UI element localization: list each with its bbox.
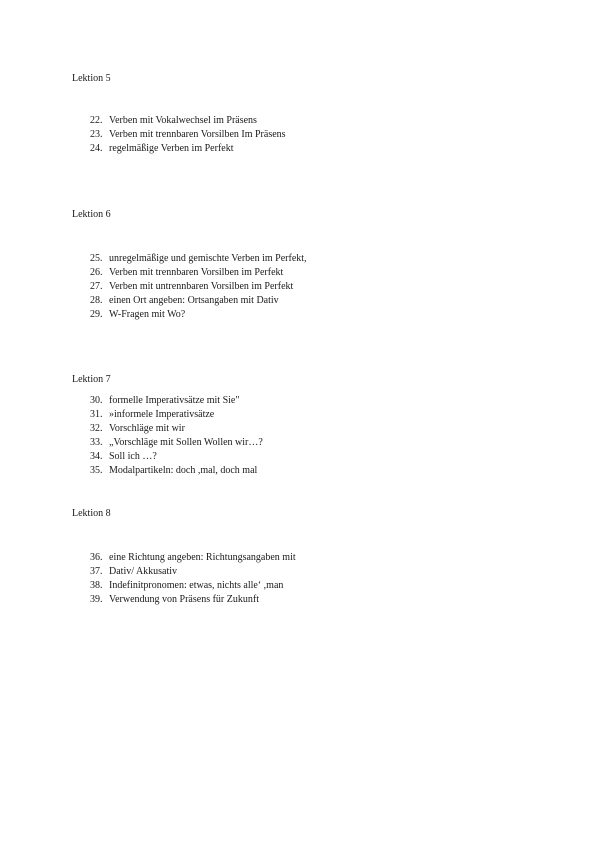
item-number: 23. bbox=[90, 129, 103, 140]
item-text: Vorschläge mit wir bbox=[109, 423, 185, 434]
list-item bbox=[90, 565, 296, 579]
list-item bbox=[90, 114, 286, 128]
item-number: 36. bbox=[90, 552, 103, 563]
list-item bbox=[90, 450, 263, 464]
item-number: 26. bbox=[90, 267, 103, 278]
item-number: 38. bbox=[90, 580, 103, 591]
item-text: Modalpartikeln: doch ,mal, doch mal bbox=[109, 465, 258, 476]
item-number: 31. bbox=[90, 409, 103, 420]
item-text: „Vorschläge mit Sollen Wollen wir…? bbox=[109, 437, 263, 448]
section-list-lektion-8 bbox=[90, 551, 296, 607]
item-text: »informele Imperativsätze bbox=[109, 409, 215, 420]
item-number: 22. bbox=[90, 115, 103, 126]
list-item bbox=[90, 280, 307, 294]
list-item bbox=[90, 266, 307, 280]
item-text: Dativ/ Akkusativ bbox=[109, 566, 178, 577]
list-item bbox=[90, 579, 296, 593]
item-number: 28. bbox=[90, 295, 103, 306]
list-item bbox=[90, 408, 263, 422]
list-item bbox=[90, 142, 286, 156]
item-text: Indefinitpronomen: etwas, nichts alle‘ ,man bbox=[109, 580, 284, 591]
item-number: 35. bbox=[90, 465, 103, 476]
item-number: 27. bbox=[90, 281, 103, 292]
item-text: Verben mit trennbaren Vorsilben Im Präsens bbox=[109, 129, 286, 140]
list-item bbox=[90, 308, 307, 322]
item-text: Verben mit trennbaren Vorsilben im Perfekt bbox=[109, 267, 284, 278]
item-number: 39. bbox=[90, 594, 103, 605]
item-text: unregelmäßige und gemischte Verben im Perfekt, bbox=[109, 253, 307, 264]
item-number: 34. bbox=[90, 451, 103, 462]
item-text: Verben mit untrennbaren Vorsilben im Perfekt bbox=[109, 281, 294, 292]
item-number: 30. bbox=[90, 395, 103, 406]
section-heading-lektion-6: Lektion 6 bbox=[72, 209, 111, 220]
list-item bbox=[90, 593, 296, 607]
list-item bbox=[90, 422, 263, 436]
item-text: W-Fragen mit Wo? bbox=[109, 309, 186, 320]
list-item bbox=[90, 252, 307, 266]
section-heading-lektion-5: Lektion 5 bbox=[72, 73, 111, 84]
list-item bbox=[90, 394, 263, 408]
list-item bbox=[90, 294, 307, 308]
item-number: 24. bbox=[90, 143, 103, 154]
item-number: 32. bbox=[90, 423, 103, 434]
item-text: regelmäßige Verben im Perfekt bbox=[109, 143, 234, 154]
item-text: formelle Imperativsätze mit Sie" bbox=[109, 395, 240, 406]
item-text: einen Ort angeben: Ortsangaben mit Dativ bbox=[109, 295, 279, 306]
item-text: Soll ich …? bbox=[109, 451, 157, 462]
item-text: eine Richtung angeben: Richtungsangaben mit bbox=[109, 552, 296, 563]
list-item bbox=[90, 128, 286, 142]
item-number: 29. bbox=[90, 309, 103, 320]
list-item bbox=[90, 551, 296, 565]
section-heading-lektion-8: Lektion 8 bbox=[72, 508, 111, 519]
item-text: Verben mit Vokalwechsel im Präsens bbox=[109, 115, 257, 126]
item-number: 25. bbox=[90, 253, 103, 264]
item-text: Verwendung von Präsens für Zukunft bbox=[109, 594, 259, 605]
section-list-lektion-6 bbox=[90, 252, 307, 322]
section-heading-lektion-7: Lektion 7 bbox=[72, 374, 111, 385]
list-item bbox=[90, 464, 263, 478]
section-list-lektion-5 bbox=[90, 114, 286, 156]
section-list-lektion-7 bbox=[90, 394, 263, 478]
item-number: 37. bbox=[90, 566, 103, 577]
item-number: 33. bbox=[90, 437, 103, 448]
list-item bbox=[90, 436, 263, 450]
